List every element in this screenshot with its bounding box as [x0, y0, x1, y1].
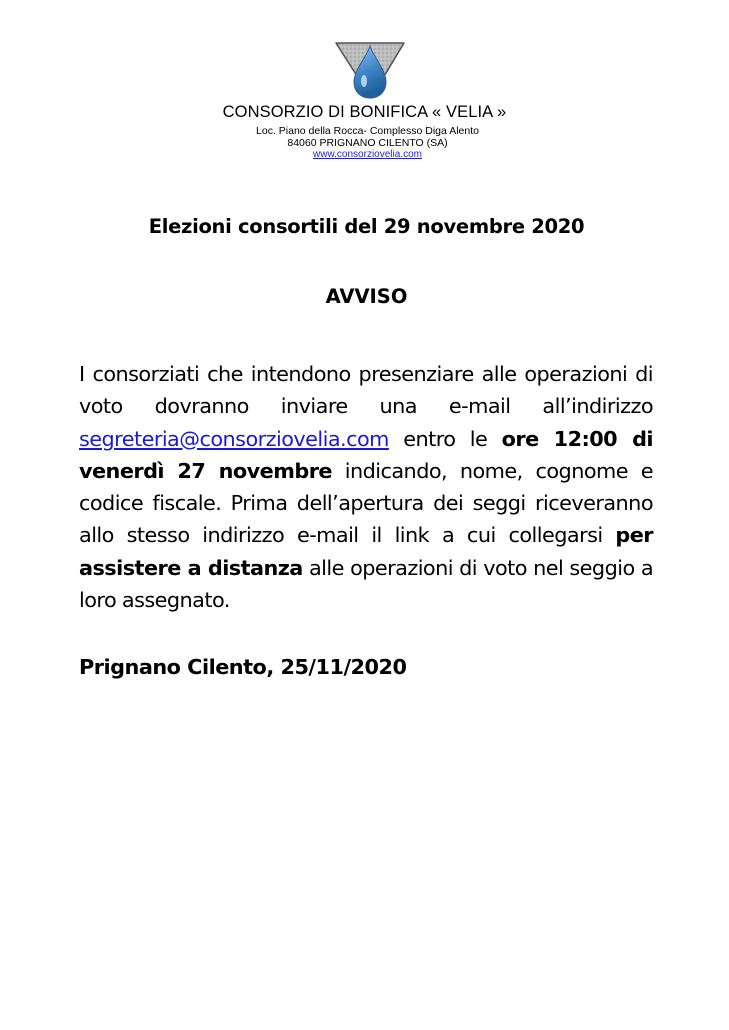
emphasis-text: per assistere a distanza: [79, 523, 653, 580]
address-line: Loc. Piano della Rocca- Complesso Diga Alento: [256, 125, 479, 137]
notice-title: Elezioni consortili del 29 novembre 2020: [148, 215, 585, 238]
address-city-line: 84060 PRIGNANO CILENTO (SA): [287, 137, 448, 149]
signoff-place-date: Prignano Cilento, 25/11/2020: [79, 655, 407, 679]
notice-heading: AVVISO: [325, 285, 408, 308]
website-link[interactable]: www.consorziovelia.com: [313, 149, 422, 160]
email-link[interactable]: segreteria@consorziovelia.com: [79, 426, 389, 451]
water-drop-logo-icon: [330, 40, 410, 102]
notice-body: [79, 358, 653, 616]
organization-name: CONSORZIO DI BONIFICA « VELIA »: [222, 103, 507, 121]
body-text-part: indicando, nome, cognome e codice fiscale. Prima dell’apertura dei seggi riceveranno allo stesso indirizzo e-mail il link a cui collegarsi: [79, 458, 653, 548]
body-text-part: I consorziati che intendono presenziare alle operazioni di voto dovranno inviare una e-mail all’indirizzo: [79, 362, 653, 419]
deadline-text: ore 12:00 di venerdì 27 novembre: [79, 426, 654, 483]
body-text-part: alle operazioni di voto nel seggio a loro assegnato.: [79, 555, 654, 613]
body-text-part: entro le: [388, 426, 502, 451]
